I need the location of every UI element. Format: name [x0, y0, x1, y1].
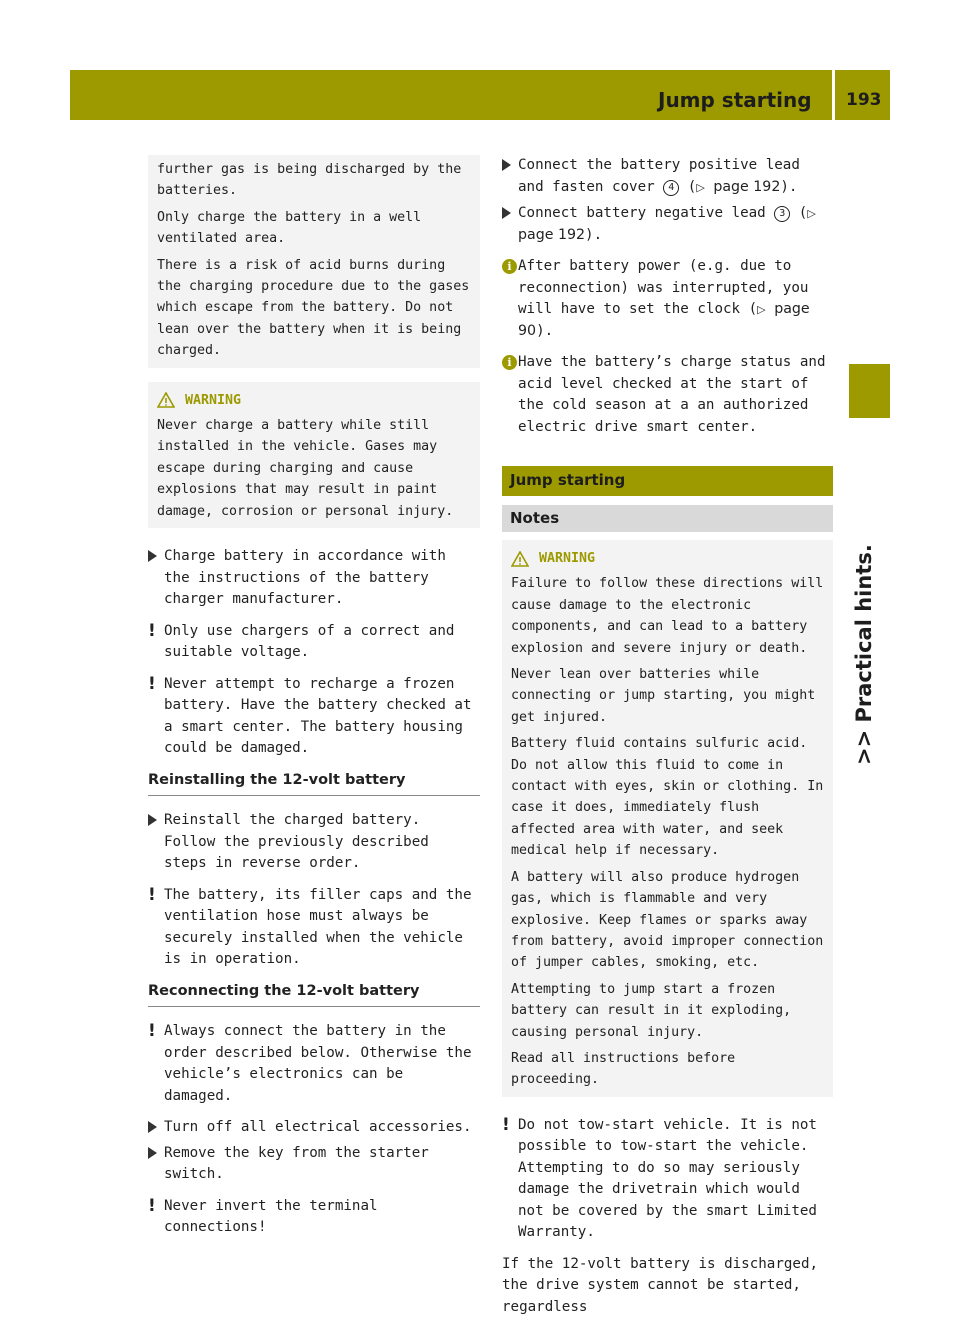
note-item	[502, 1115, 833, 1244]
body-paragraph: If the 12-volt battery is discharged, the drive system cannot be started, regardless	[502, 1255, 819, 1315]
warning-triangle-icon	[511, 551, 529, 567]
step-item: Connect battery negative lead 3 (▷ page 192).	[502, 203, 833, 246]
caution-text: There is a risk of acid burns during the charging procedure due to the gases which escape from the battery. Do not lean over the battery when it is being charged.	[157, 257, 470, 359]
warning-box	[148, 382, 480, 528]
step-text: Charge battery in accordance with the instructions of the battery charger manufacturer.	[164, 548, 446, 608]
exclamation-icon: !	[148, 620, 156, 641]
chapter-tab	[849, 364, 890, 418]
left-column	[148, 155, 480, 1249]
page-reference[interactable]: page 192	[713, 178, 781, 195]
subheading: Reconnecting the 12-volt battery	[148, 981, 480, 1008]
note-text: The battery, its filler caps and the ventilation hose must always be securely installed when the vehicle is in operation.	[164, 886, 472, 968]
info-text: After battery power (e.g. due to reconnection) was interrupted, you will have to set the clock (	[518, 258, 809, 317]
warning-text: A battery will also produce hydrogen gas, which is flammable and very explosive. Keep flames or sparks away from battery, avoid improper connection of jumper cables, smoking, etc.	[511, 869, 824, 971]
step-item	[148, 1143, 480, 1186]
chapter-label: >> Practical hints.	[852, 544, 876, 765]
warning-text: Never lean over batteries while connecting or jump starting, you might get injured.	[511, 667, 816, 725]
note-text: Never attempt to recharge a frozen battery. Have the battery checked at a smart center. The battery housing could be damaged.	[164, 675, 472, 757]
note-text: Never invert the terminal connections!	[164, 1197, 378, 1236]
step-item	[148, 810, 480, 875]
step-text: Turn off all electrical accessories.	[164, 1119, 472, 1136]
note-item	[148, 1021, 480, 1107]
note-text: Do not tow-start vehicle. It is not possible to tow-start the vehicle. Attempting to do so may seriously damage the drivetrain which would not be covered by the smart Limited Warranty.	[518, 1116, 817, 1241]
caution-box	[148, 155, 480, 368]
exclamation-icon: !	[148, 884, 156, 905]
info-item	[502, 352, 833, 438]
arrow-step-icon	[502, 207, 511, 219]
warning-heading	[511, 548, 825, 569]
note-item	[148, 885, 480, 971]
warning-label: WARNING	[539, 551, 596, 566]
caution-text: further gas is being discharged by the batteries.	[157, 162, 462, 199]
page-reference[interactable]: page 192	[518, 226, 586, 243]
page-ref-triangle-icon: ▷	[807, 207, 816, 220]
note-item	[148, 621, 480, 664]
subsection-title: Notes	[502, 505, 833, 533]
note-text: Always connect the battery in the order described below. Otherwise the vehicle’s electronics can be damaged.	[164, 1023, 472, 1104]
note-item	[148, 1196, 480, 1239]
exclamation-icon: !	[148, 1021, 156, 1042]
page-ref-triangle-icon: ▷	[696, 180, 705, 194]
step-item: Connect the battery positive lead and fasten cover 4 (▷ page 192).	[502, 155, 833, 198]
step-item	[148, 1117, 480, 1139]
arrow-step-icon	[148, 814, 157, 826]
exclamation-icon: !	[148, 1195, 156, 1216]
note-text: Only use chargers of a correct and suitable voltage.	[164, 622, 455, 661]
warning-triangle-icon	[157, 392, 175, 408]
warning-text: Battery fluid contains sulfuric acid. Do not allow this fluid to come in contact with eyes, skin or clothing. In case it does, immediately flush affected area with water, and seek medical help if necessary.	[511, 736, 824, 859]
callout-number: 3	[774, 206, 790, 222]
step-text: Remove the key from the starter switch.	[164, 1144, 429, 1183]
warning-text: Failure to follow these directions will cause damage to the electronic components, and can lead to a battery explosion and severe injury or death.	[511, 576, 824, 656]
warning-box	[502, 540, 833, 1097]
warning-text: Read all instructions before proceeding.	[511, 1050, 736, 1088]
page-ref-triangle-icon: ▷	[757, 303, 766, 316]
right-column	[502, 155, 833, 1328]
exclamation-icon: !	[502, 1114, 510, 1135]
warning-text: Never charge a battery while still installed in the vehicle. Gases may escape during charging and cause explosions that may result in paint damage, corrosion or personal injury.	[157, 418, 454, 519]
warning-text: Attempting to jump start a frozen battery can result in it exploding, causing personal injury.	[511, 981, 792, 1040]
page-number: 193	[846, 90, 882, 110]
arrow-step-icon	[148, 550, 157, 562]
step-text: Connect battery negative lead	[518, 205, 775, 221]
step-text: Reinstall the charged battery. Follow the previously described steps in reverse order.	[164, 812, 429, 872]
info-icon: i	[502, 259, 517, 274]
warning-heading	[157, 390, 472, 411]
step-item	[148, 546, 480, 611]
callout-number: 4	[663, 180, 679, 196]
info-icon: i	[502, 355, 517, 370]
info-item: i After battery power (e.g. due to reconnection) was interrupted, you will have to set the clock (▷ page 90).	[502, 256, 833, 342]
page-title: Jump starting	[658, 88, 812, 112]
step-text: Connect the battery positive lead and fasten cover	[518, 157, 800, 195]
warning-label: WARNING	[185, 392, 242, 408]
note-item	[148, 674, 480, 760]
header-divider	[832, 70, 835, 120]
subheading: Reinstalling the 12-volt battery	[148, 770, 480, 797]
arrow-step-icon	[148, 1147, 157, 1159]
caution-text: Only charge the battery in a well ventilated area.	[157, 209, 422, 247]
info-text: Have the battery’s charge status and acid level checked at the start of the cold season at a an authorized electric drive smart center.	[518, 354, 826, 435]
arrow-step-icon	[502, 159, 511, 171]
arrow-step-icon	[148, 1121, 157, 1133]
section-title: Jump starting	[502, 466, 833, 496]
page-reference[interactable]: page 90	[518, 301, 810, 339]
exclamation-icon: !	[148, 673, 156, 694]
